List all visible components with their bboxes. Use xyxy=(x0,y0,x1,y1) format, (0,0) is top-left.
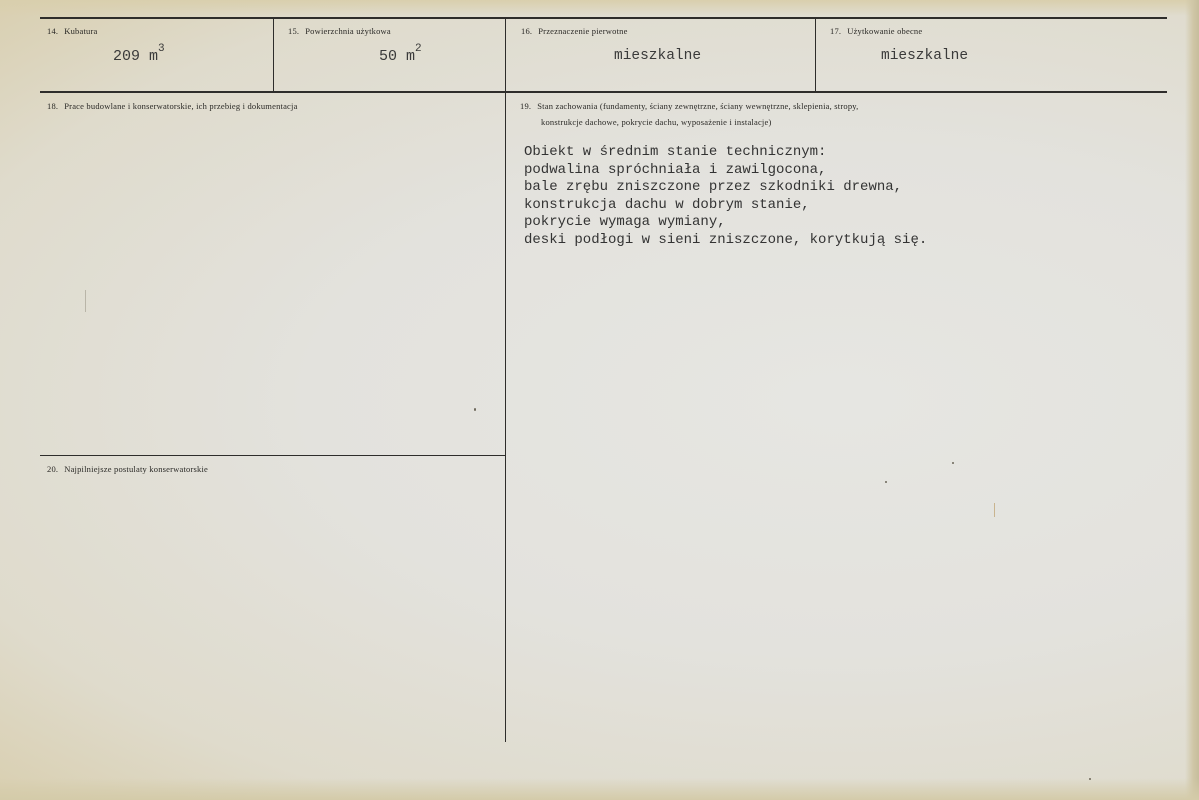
divider-14-15 xyxy=(273,18,274,92)
paper-edge-right xyxy=(1185,0,1199,800)
paper-speck xyxy=(994,503,995,517)
text-line: pokrycie wymaga wymiany, xyxy=(524,214,726,231)
field-16-value: mieszkalne xyxy=(614,48,702,64)
field-20-label: 20. Najpilniejsze postulaty konserwatorskie xyxy=(47,464,209,474)
field-14-label: 14. Kubatura xyxy=(47,26,98,36)
text-line: bale zrębu zniszczone przez szkodniki drewna, xyxy=(524,179,903,196)
paper-speck xyxy=(885,481,887,483)
text-line: deski podłogi w sieni zniszczone, korytkują się. xyxy=(524,231,928,248)
paper-edge-bottom xyxy=(0,778,1199,800)
divider-16-17 xyxy=(815,18,816,92)
rule-row2 xyxy=(40,91,1167,93)
field-19-text xyxy=(524,144,927,250)
field-16-label: 16. Przeznaczenie pierwotne xyxy=(521,26,628,36)
field-19-label-cont: konstrukcje dachowe, pokrycie dachu, wyposażenie i instalacje) xyxy=(541,117,772,127)
field-18-label: 18. Prace budowlane i konserwatorskie, ich przebieg i dokumentacja xyxy=(47,101,298,111)
paper-edge-top xyxy=(0,0,1199,16)
text-line: konstrukcja dachu w dobrym stanie, xyxy=(524,196,810,213)
paper-speck xyxy=(474,408,476,411)
rule-left-mid xyxy=(40,455,505,456)
text-line: Obiekt w średnim stanie technicznym: xyxy=(524,144,827,160)
field-15-value: 50 $m^2$ xyxy=(379,43,422,65)
field-19-label: 19. Stan zachowania (fundamenty, ściany zewnętrzne, ściany wewnętrzne, sklepienia, stropy, xyxy=(520,101,859,111)
paper-speck xyxy=(1089,778,1091,780)
field-14-value: 209 $m^3$ xyxy=(113,43,165,65)
divider-15-16 xyxy=(505,18,506,742)
text-line: podwalina spróchniała i zawilgocona, xyxy=(524,161,827,178)
field-17-label: 17. Użytkowanie obecne xyxy=(830,26,923,36)
paper-speck xyxy=(952,462,954,464)
field-15-label: 15. Powierzchnia użytkowa xyxy=(288,26,391,36)
paper-speck xyxy=(85,290,86,312)
rule-top xyxy=(40,17,1167,19)
field-17-value: mieszkalne xyxy=(881,48,969,64)
